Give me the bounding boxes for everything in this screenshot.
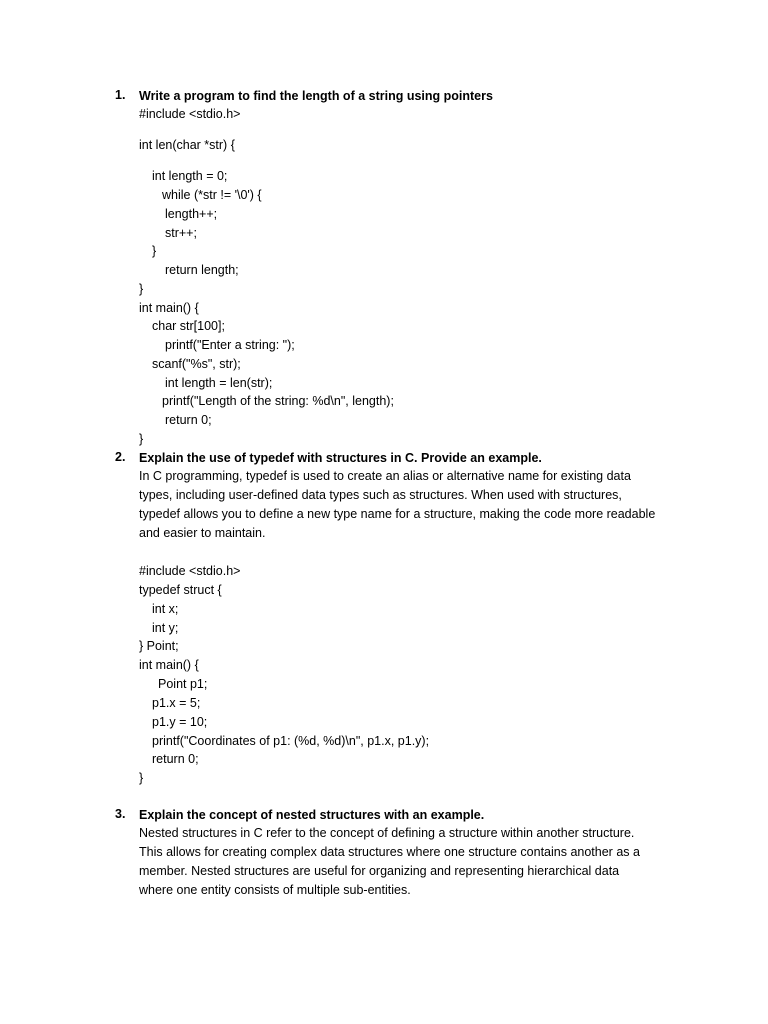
code-line: int main() { bbox=[139, 301, 199, 315]
code-line: #include <stdio.h> bbox=[139, 564, 241, 578]
code-line: } bbox=[139, 282, 144, 296]
q3-title: Explain the concept of nested structures with an example. bbox=[139, 808, 485, 822]
code-line: } bbox=[152, 244, 157, 258]
code-line: return 0; bbox=[152, 752, 199, 766]
code-line: p1.y = 10; bbox=[152, 715, 208, 729]
code-line: printf("Length of the string: %d\n", length); bbox=[162, 394, 394, 408]
code-line: #include <stdio.h> bbox=[139, 107, 241, 121]
paragraph-line: where one entity consists of multiple sub-entities. bbox=[139, 883, 411, 897]
q3-paragraph bbox=[139, 824, 699, 900]
code-line: } bbox=[139, 432, 144, 446]
code-line: int length = len(str); bbox=[165, 376, 273, 390]
code-line: int x; bbox=[152, 602, 179, 616]
q1-number: 1. bbox=[115, 88, 126, 102]
code-line: printf("Coordinates of p1: (%d, %d)\n", p1.x, p1.y); bbox=[152, 734, 430, 748]
paragraph-line: and easier to maintain. bbox=[139, 526, 266, 540]
code-line: printf("Enter a string: "); bbox=[165, 338, 295, 352]
code-line: int length = 0; bbox=[152, 169, 228, 183]
q2-title: Explain the use of typedef with structures in C. Provide an example. bbox=[139, 451, 542, 465]
code-line: } Point; bbox=[139, 639, 179, 653]
code-line: return length; bbox=[165, 263, 239, 277]
paragraph-line: member. Nested structures are useful for organizing and representing hierarchical data bbox=[139, 864, 620, 878]
code-line: p1.x = 5; bbox=[152, 696, 201, 710]
q3-number: 3. bbox=[115, 807, 126, 821]
code-line: int main() { bbox=[139, 658, 199, 672]
code-line: typedef struct { bbox=[139, 583, 222, 597]
paragraph-line: This allows for creating complex data structures where one structure contains another as a bbox=[139, 845, 640, 859]
code-line: int len(char *str) { bbox=[139, 138, 235, 152]
code-line: return 0; bbox=[165, 413, 212, 427]
code-line: } bbox=[139, 771, 144, 785]
code-line: int y; bbox=[152, 621, 179, 635]
paragraph-line: types, including user-defined data types such as structures. When used with structures, bbox=[139, 488, 622, 502]
q2-paragraph bbox=[139, 467, 699, 543]
q2-number: 2. bbox=[115, 450, 126, 464]
code-line: str++; bbox=[165, 226, 197, 240]
code-line: char str[100]; bbox=[152, 319, 225, 333]
code-line: scanf("%s", str); bbox=[152, 357, 241, 371]
code-line: length++; bbox=[165, 207, 218, 221]
paragraph-line: Nested structures in C refer to the concept of defining a structure within another structure. bbox=[139, 826, 635, 840]
paragraph-line: In C programming, typedef is used to create an alias or alternative name for existing data bbox=[139, 469, 631, 483]
code-line: Point p1; bbox=[158, 677, 208, 691]
code-line: while (*str != '\0') { bbox=[162, 188, 262, 202]
paragraph-line: typedef allows you to define a new type name for a structure, making the code more readable bbox=[139, 507, 656, 521]
q1-title: Write a program to find the length of a string using pointers bbox=[139, 89, 493, 103]
